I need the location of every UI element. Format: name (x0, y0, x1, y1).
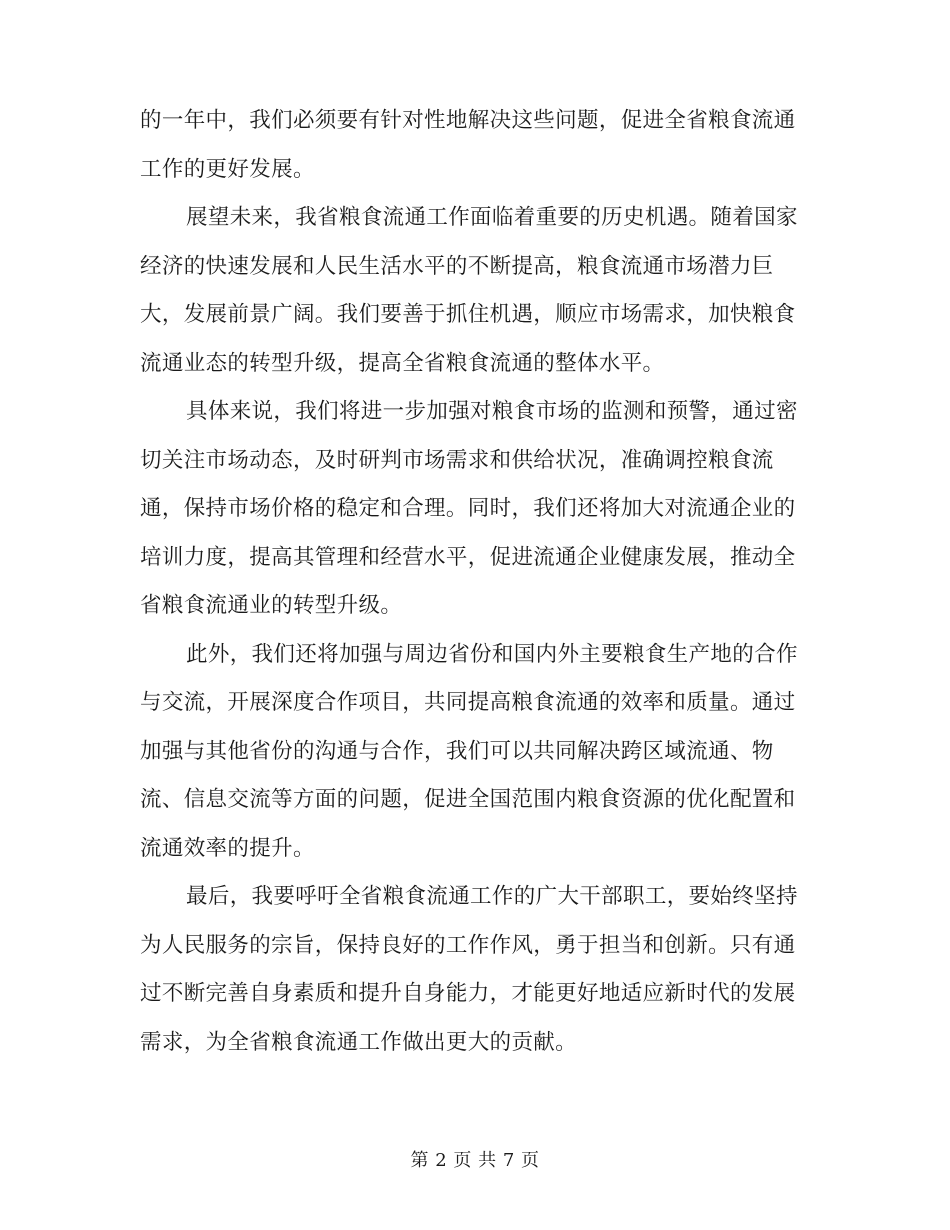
paragraph-2 (140, 194, 800, 388)
text-line: 此外，我们还将加强与周边省份和国内外主要粮食生产地的合作 (186, 641, 798, 667)
text-line: 展望未来，我省粮食流通工作面临着重要的历史机遇。随着国家 (186, 205, 798, 230)
text-line: 需求，为全省粮食流通工作做出更大的贡献。 (140, 1029, 578, 1055)
text-line: 流通效率的提升。 (140, 835, 315, 861)
text-line: 的一年中，我们必须要有针对性地解决这些问题，促进全省粮食流通 (140, 108, 796, 133)
text-line: 大，发展前景广阔。我们要善于抓住机遇，顺应市场需求，加快粮食 (140, 302, 796, 327)
page-number-footer: 第 2 页 共 7 页 (410, 1150, 540, 1171)
paragraph-1 (140, 97, 800, 194)
text-line: 为人民服务的宗旨，保持良好的工作作风，勇于担当和创新。只有通 (140, 932, 796, 958)
text-line: 具体来说，我们将进一步加强对粮食市场的监测和预警，通过密 (186, 399, 798, 424)
text-line: 通，保持市场价格的稳定和合理。同时，我们还将加大对流通企业的 (140, 496, 796, 521)
document-body (140, 97, 800, 1067)
text-line: 最后，我要呼吁全省粮食流通工作的广大干部职工，要始终坚持 (186, 884, 798, 909)
paragraph-3 (140, 388, 800, 631)
text-line: 流、信息交流等方面的问题，促进全国范围内粮食资源的优化配置和 (140, 787, 796, 812)
paragraph-5 (140, 873, 800, 1067)
text-line: 省粮食流通业的转型升级。 (140, 593, 403, 618)
text-line: 经济的快速发展和人民生活水平的不断提高，粮食流通市场潜力巨 (140, 253, 774, 279)
text-line: 培训力度，提高其管理和经营水平，促进流通企业健康发展，推动全 (140, 544, 796, 570)
text-line: 与交流，开展深度合作项目，共同提高粮食流通的效率和质量。通过 (140, 690, 796, 715)
paragraph-4 (140, 631, 800, 874)
text-line: 切关注市场动态，及时研判市场需求和供给状况，准确调控粮食流 (140, 447, 774, 473)
text-line: 流通业态的转型升级，提高全省粮食流通的整体水平。 (140, 350, 665, 376)
text-line: 加强与其他省份的沟通与合作，我们可以共同解决跨区域流通、物 (140, 738, 774, 764)
text-line: 工作的更好发展。 (140, 156, 315, 182)
text-line: 过不断完善自身素质和提升自身能力，才能更好地适应新时代的发展 (140, 981, 796, 1006)
